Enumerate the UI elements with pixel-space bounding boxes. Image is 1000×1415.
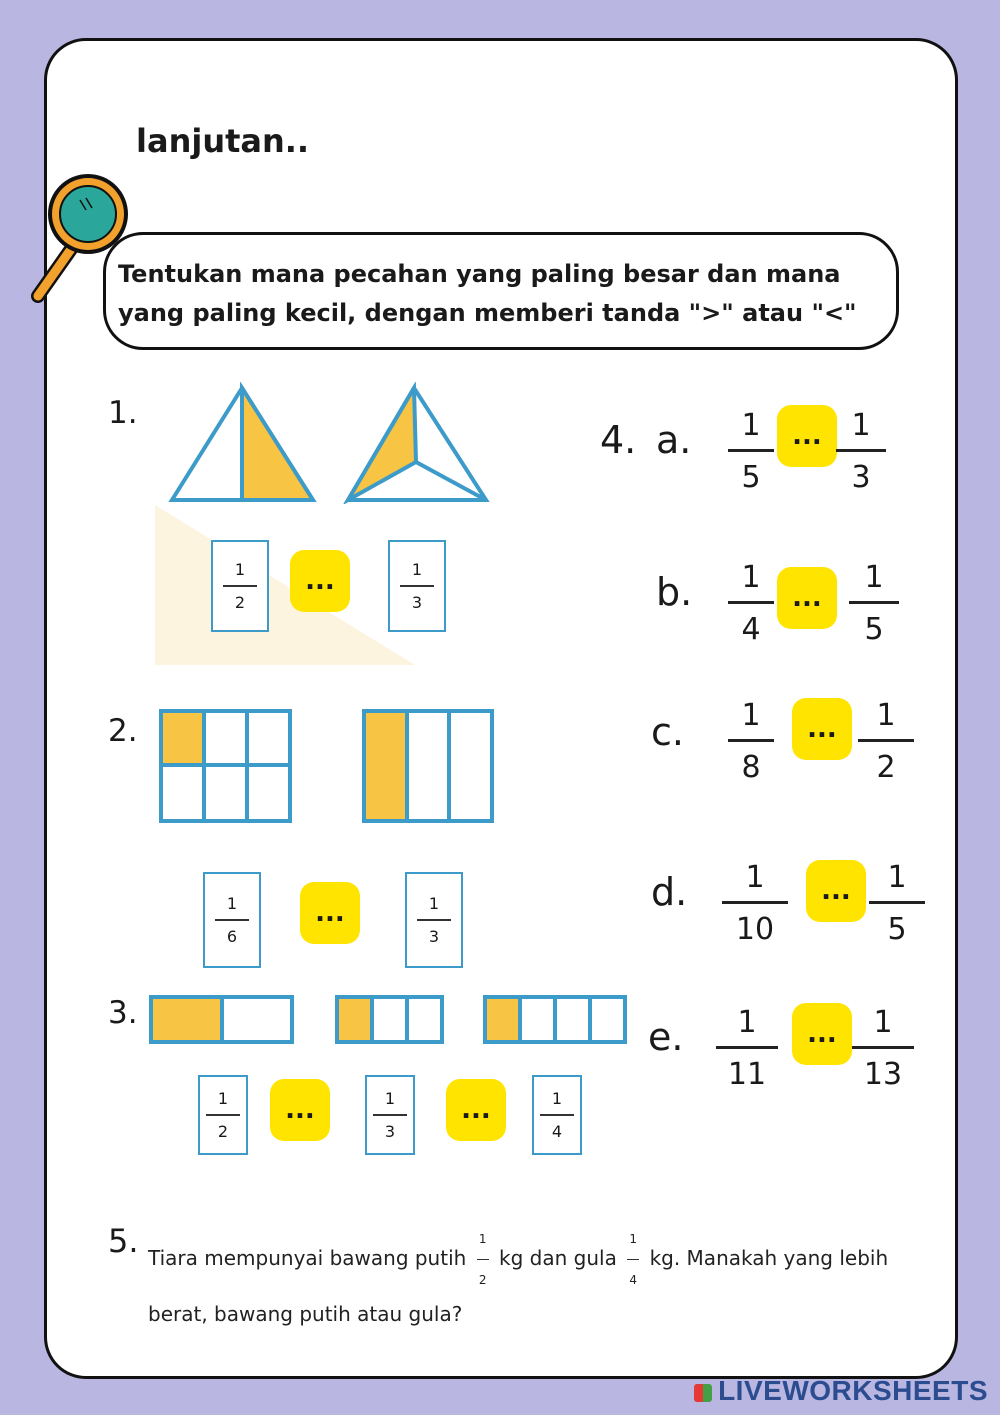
q4c-right-fraction: 1 2 xyxy=(858,698,914,785)
page-title: lanjutan.. xyxy=(136,122,310,160)
q2-grids xyxy=(158,708,498,826)
q4d-answer-box[interactable]: ... xyxy=(806,860,866,922)
faint-watermark xyxy=(155,505,417,665)
q3-fraction-3: 1 4 xyxy=(532,1075,582,1155)
q1-answer-box[interactable]: ... xyxy=(290,550,350,612)
q3-fraction-1: 1 2 xyxy=(198,1075,248,1155)
q4d-left-fraction: 1 10 xyxy=(722,860,788,947)
q2-number: 2. xyxy=(108,713,138,749)
q1-left-fraction: 1 2 xyxy=(211,540,269,632)
q1-number: 1. xyxy=(108,395,138,431)
q2-answer-box[interactable]: ... xyxy=(300,882,360,944)
q4e-label: e. xyxy=(648,1015,684,1059)
q5-fraction-2: $\frac{1}{4}$ xyxy=(627,1222,639,1297)
q3-number: 3. xyxy=(108,995,138,1031)
q4d-right-fraction: 1 5 xyxy=(869,860,925,947)
q4c-answer-box[interactable]: ... xyxy=(792,698,852,760)
brand-logo: LIVEWORKSHEETS xyxy=(694,1375,988,1407)
q5-number: 5. xyxy=(108,1222,139,1260)
q4a-label: a. xyxy=(656,418,692,462)
q4a-left-fraction: 1 5 xyxy=(728,408,774,495)
q1-right-fraction: 1 3 xyxy=(388,540,446,632)
q3-answer-box-2[interactable]: ... xyxy=(446,1079,506,1141)
q4c-label: c. xyxy=(651,710,684,754)
q4b-answer-box[interactable]: ... xyxy=(777,567,837,629)
q1-triangles xyxy=(168,382,493,504)
q5-fraction-1: $\frac{1}{2}$ xyxy=(477,1222,489,1297)
q3-fraction-2: 1 3 xyxy=(365,1075,415,1155)
q3-answer-box-1[interactable]: ... xyxy=(270,1079,330,1141)
instruction-text xyxy=(118,255,857,333)
q2-right-fraction: 1 3 xyxy=(405,872,463,968)
triangle-half-shaded xyxy=(242,388,313,500)
q4b-label: b. xyxy=(656,570,693,614)
q4e-right-fraction: 1 13 xyxy=(852,1005,914,1092)
q5-line-1: Tiara mempunyai bawang putih $\frac{1}{2}$ kg dan gula $\frac{1}{4}$ kg. Manakah yang lebih xyxy=(148,1222,888,1297)
q4a-right-fraction: 1 3 xyxy=(836,408,886,495)
q4d-label: d. xyxy=(651,870,688,914)
q4b-right-fraction: 1 5 xyxy=(849,560,899,647)
q4-number: 4. xyxy=(600,418,637,462)
q4b-left-fraction: 1 4 xyxy=(728,560,774,647)
brand-icon xyxy=(694,1384,712,1402)
q4e-left-fraction: 1 11 xyxy=(716,1005,778,1092)
q5-line-2: berat, bawang putih atau gula? xyxy=(148,1302,463,1326)
instruction-line-2: yang paling kecil, dengan memberi tanda ">" atau "<" xyxy=(118,299,857,327)
q2-left-fraction: 1 6 xyxy=(203,872,261,968)
q4c-left-fraction: 1 8 xyxy=(728,698,774,785)
q3-bars xyxy=(148,994,630,1046)
q4e-answer-box[interactable]: ... xyxy=(792,1003,852,1065)
q5-text xyxy=(148,1222,888,1331)
instruction-box xyxy=(103,232,899,350)
instruction-line-1: Tentukan mana pecahan yang paling besar dan mana xyxy=(118,260,841,288)
q4a-answer-box[interactable]: ... xyxy=(777,405,837,467)
